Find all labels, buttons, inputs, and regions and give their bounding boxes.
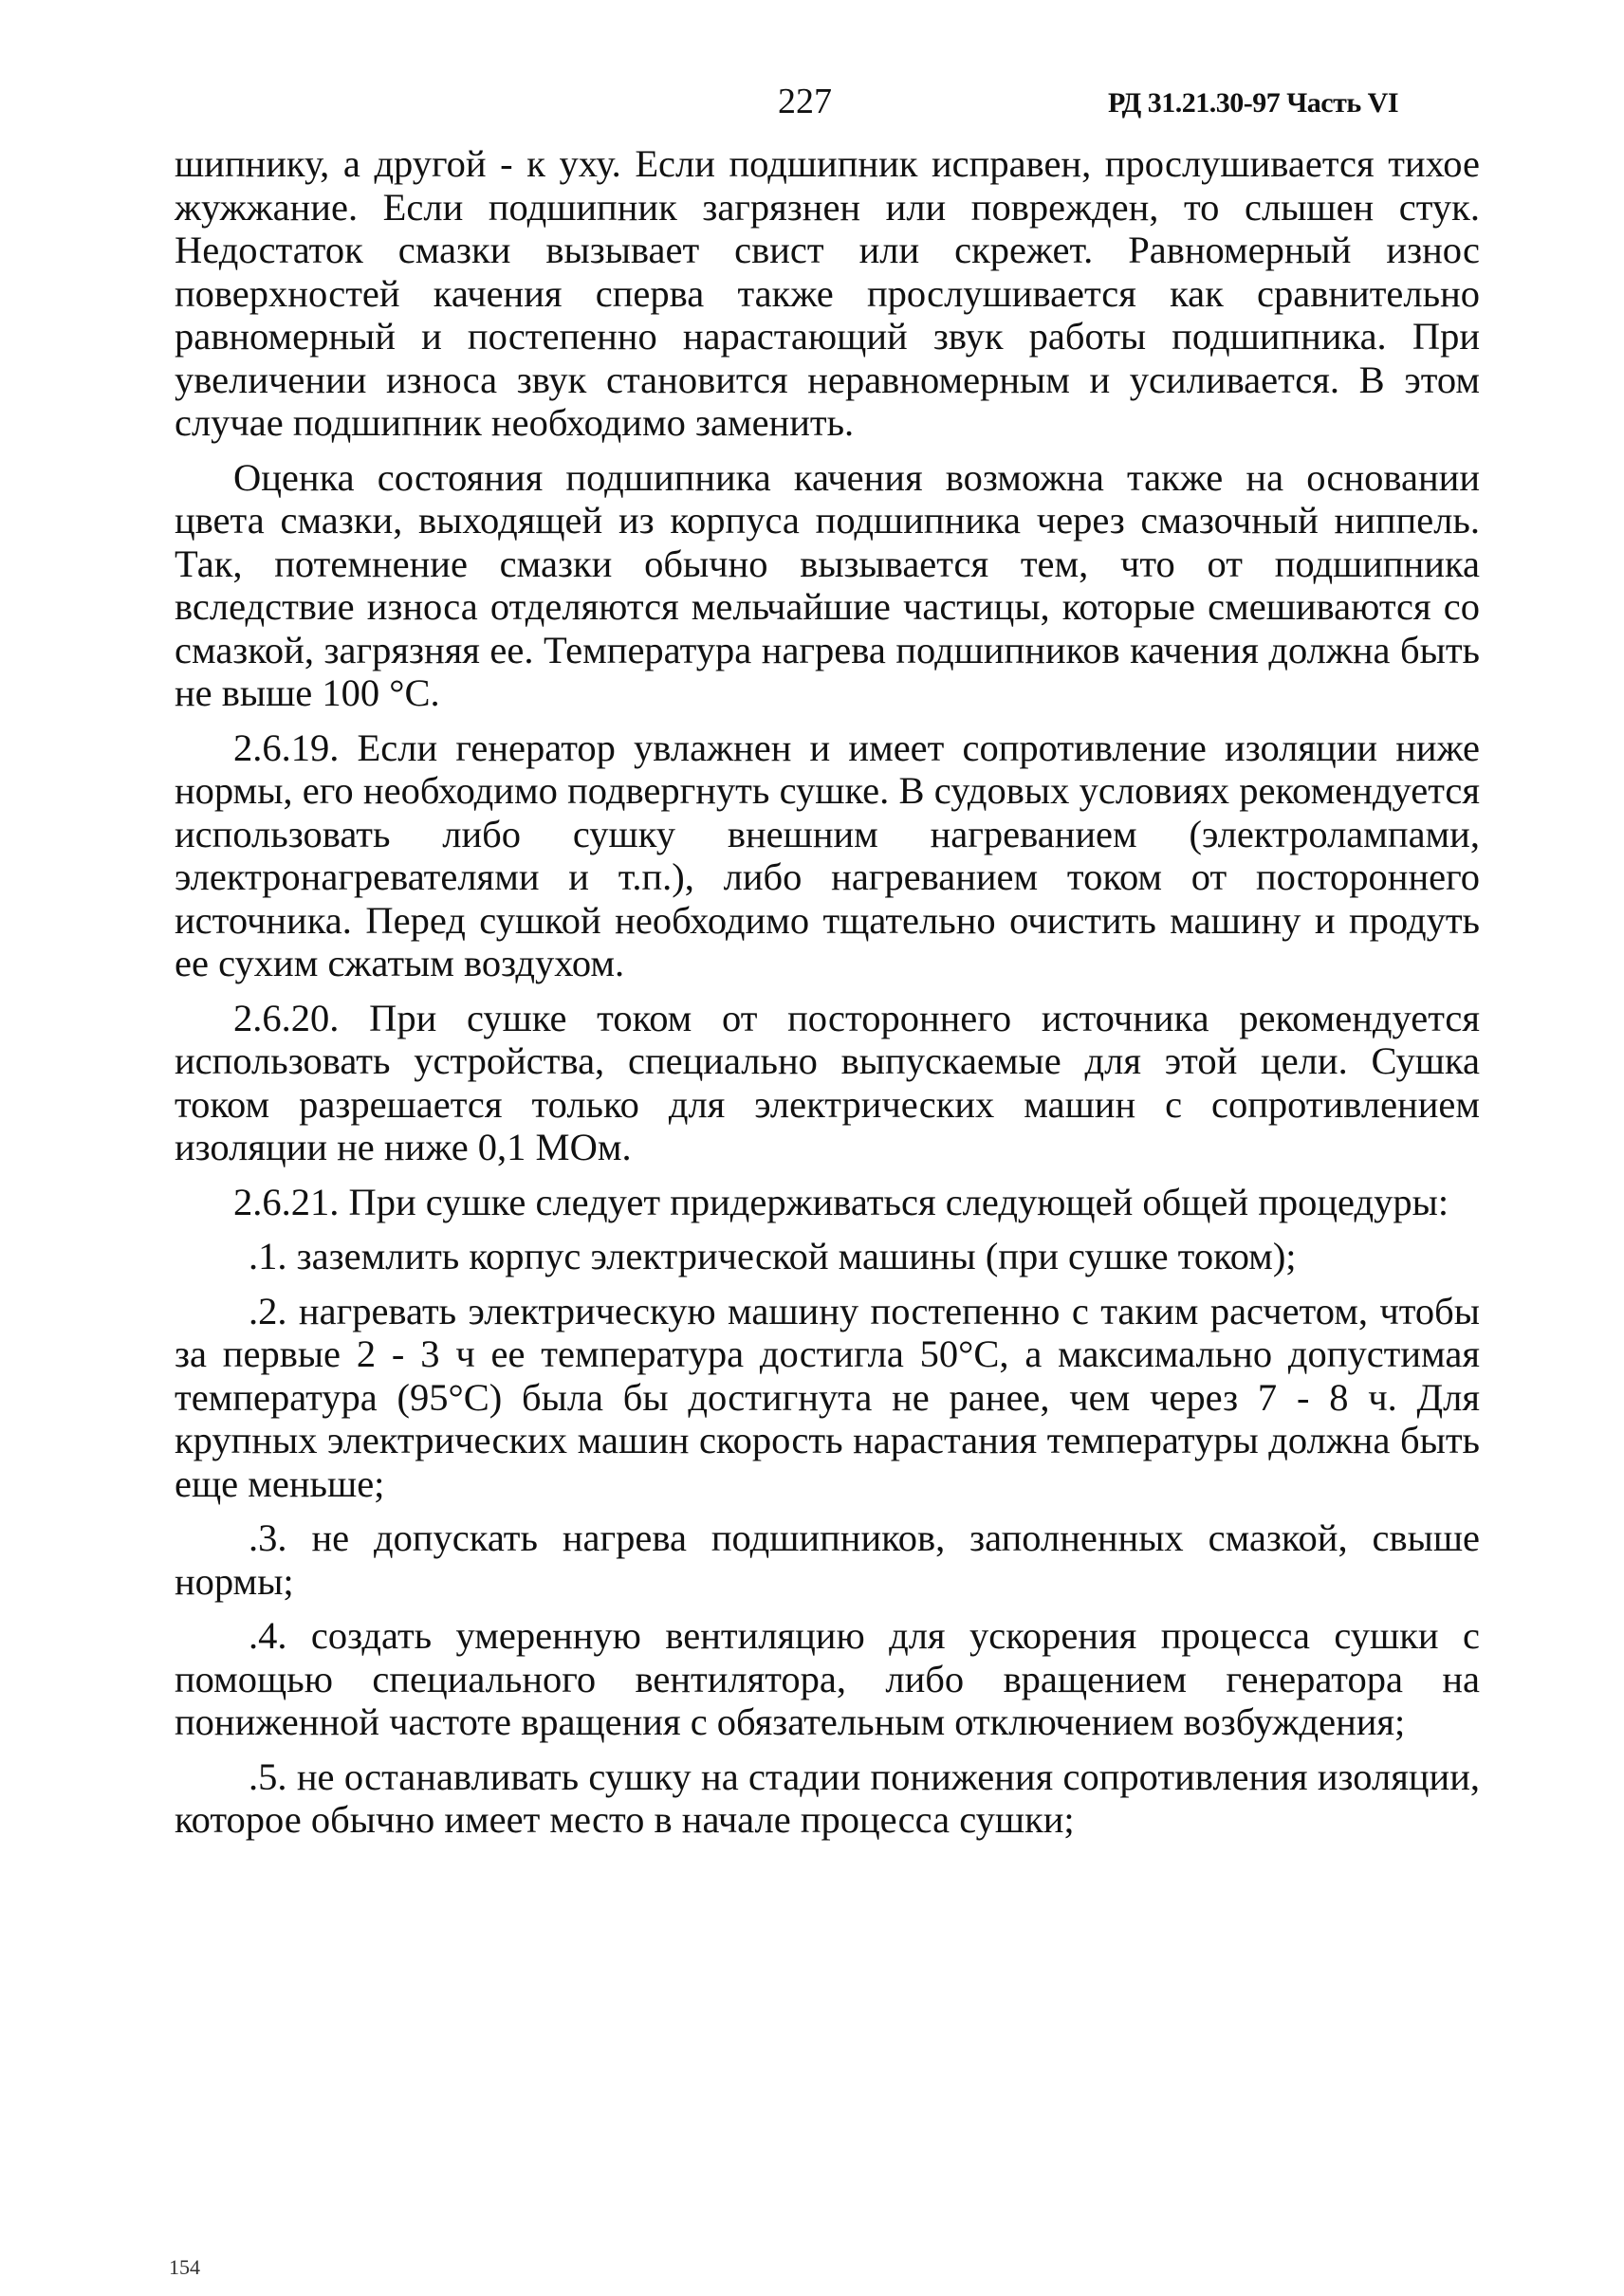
page-header [0,78,1624,125]
paragraph-2-6-21: 2.6.21. При сушке следует придерживаться следующей общей процедуры: [233,1180,1449,1223]
list-item-3: .3. не допускать нагрева подшипников, заполненных смазкой, свыше нормы; [175,1516,1480,1603]
footer-page-mark: 154 [169,2255,200,2279]
body-text [175,142,1480,1853]
list-item-1: .1. заземлить корпус электрической машины (при сушке током); [249,1235,1297,1277]
paragraph-2-6-20: 2.6.20. При сушке током от постороннего источника рекомендуется использовать устройства, специально выпускаемые для этой цели. Сушка током разрешается только для электрических машин с сопротивлением изоляции не ниже 0,1 МОм. [175,996,1480,1168]
list-item-5: .5. не останавливать сушку на стадии понижения сопротивления изоляции, которое обычно имеет место в начале процесса сушки; [175,1754,1480,1841]
paragraph-bearing-grease: Оценка состояния подшипника качения возможна также на основании цвета смазки, выходящей из корпуса подшипника через смазочный ниппель. Так, потемнение смазки обычно вызывается тем, что от подшипника вследствие износа отделяются мельчайшие частицы, которые смешиваются со смазкой, загрязняя ее. Температура нагрева подшипников качения должна быть не выше 100 °С. [175,455,1480,714]
list-item-4: .4. создать умеренную вентиляцию для ускорения процесса сушки с помощью специального вентилятора, либо вращением генератора на пониженной частоте вращения с обязательным отключением возбуждения; [175,1614,1480,1743]
paragraph-2-6-19: 2.6.19. Если генератор увлажнен и имеет сопротивление изоляции ниже нормы, его необходимо подвергнуть сушке. В судовых условиях рекомендуется использовать либо сушку внешним нагреванием (электролампами, электронагревателями и т.п.), либо нагреванием током от постороннего источника. Перед сушкой необходимо тщательно очистить машину и продуть ее сухим сжатым воздухом. [175,726,1480,984]
document-code: РД 31.21.30-97 Часть VI [1108,87,1399,119]
list-item-2: .2. нагревать электрическую машину постепенно с таким расчетом, чтобы за первые 2 - 3 ч ее температура достигла 50°С, а максимально допустимая температура (95°С) была бы достигнута не ранее, чем через 7 - 8 ч. Для крупных электрических машин скорость нарастания температуры должна быть еще меньше; [175,1289,1480,1505]
page-number: 227 [778,82,832,121]
paragraph-bearing-sound: шипнику, а другой - к уху. Если подшипник исправен, прослушивается тихое жужжание. Если подшипник загрязнен или поврежден, то слышен стук. Недостаток смазки вызывает свист или скрежет. Равномерный износ поверхностей качения сперва также прослушивается как сравнительно равномерный и постепенно нарастающий звук работы подшипника. При увеличении износа звук становится неравномерным и усиливается. В этом случае подшипник необходимо заменить. [175,142,1480,444]
